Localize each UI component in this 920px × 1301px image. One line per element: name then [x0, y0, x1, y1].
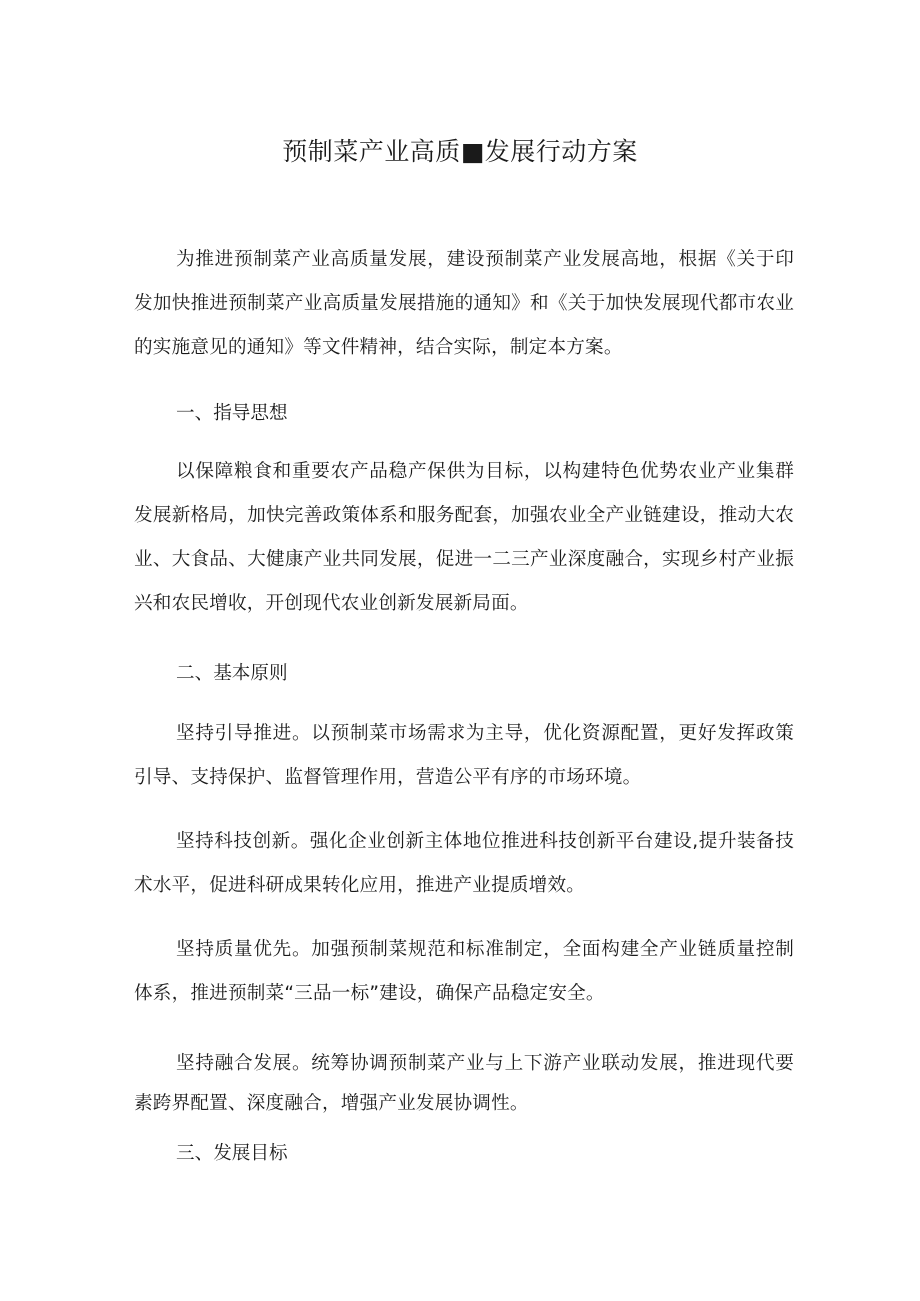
section-heading-basic-principles: 二、基本原则: [176, 663, 288, 684]
section-heading-guiding-ideology: 一、指导思想: [176, 403, 288, 424]
principle-guidance-paragraph: 坚持引导推进。以预制菜市场需求为主导，优化资源配置，更好发挥政策引导、支持保护、监督管理作用，营造公平有序的市场环境。: [134, 723, 794, 788]
section-heading-development-goals: 三、发展目标: [176, 1143, 288, 1164]
principle-quality-paragraph: 坚持质量优先。加强预制菜规范和标准制定，全面构建全产业链质量控制体系，推进预制菜“三品一标”建设，确保产品稳定安全。: [134, 939, 794, 1004]
principle-integration-paragraph: 坚持融合发展。统筹协调预制菜产业与上下游产业联动发展，推进现代要素跨界配置、深度融合，增强产业发展协调性。: [134, 1053, 794, 1114]
intro-paragraph: 为推进预制菜产业高质量发展，建设预制菜产业发展高地，根据《关于印发加快推进预制菜产业高质量发展措施的通知》和《关于加快发展现代都市农业的实施意见的通知》等文件精神，结合实际，制定本方案。: [134, 249, 794, 358]
document-title: 预制菜产业高质■发展行动方案: [282, 137, 638, 166]
guiding-ideology-paragraph: 以保障粮食和重要农产品稳产保供为目标，以构建特色优势农业产业集群发展新格局，加快完善政策体系和服务配套，加强农业全产业链建设，推动大农业、大食品、大健康产业共同发展，促进一二三产业深度融合，实现乡村产业振兴和农民增收，开创现代农业创新发展新局面。: [134, 461, 794, 614]
principle-innovation-paragraph: 坚持科技创新。强化企业创新主体地位推进科技创新平台建设,提升装备技术水平，促进科研成果转化应用，推进产业提质增效。: [134, 831, 794, 896]
